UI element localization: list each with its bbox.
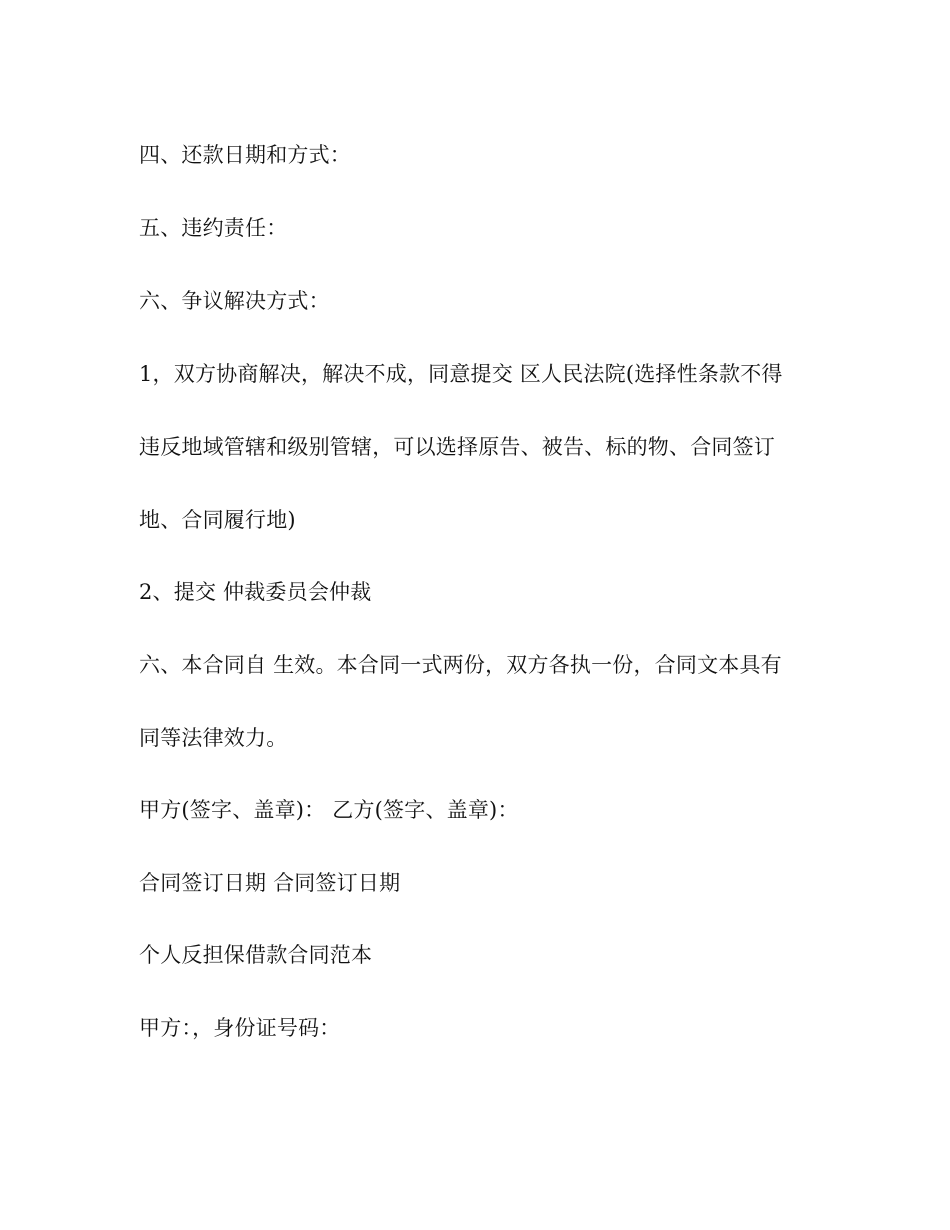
signature-line: 甲方(签字、盖章)： 乙方(签字、盖章)： [139,798,519,822]
paragraph-line: 六、本合同自 生效。本合同一式两份，双方各执一份，合同文本具有 [139,653,782,677]
paragraph-line: 违反地域管辖和级别管辖，可以选择原告、被告、标的物、合同签订 [139,435,775,459]
section-dispute-heading: 六、争议解决方式： [139,289,330,313]
paragraph-line: 2、提交 仲裁委员会仲裁 [139,580,372,604]
paragraph-line: 1，双方协商解决，解决不成，同意提交 区人民法院(选择性条款不得 [139,362,783,386]
section-breach-heading: 五、违约责任： [139,216,288,240]
party-a-line: 甲方：，身份证号码： [139,1016,341,1040]
paragraph-line: 同等法律效力。 [139,726,288,750]
document-title: 个人反担保借款合同范本 [139,943,373,967]
signing-date-line: 合同签订日期 合同签订日期 [139,871,401,895]
paragraph-line: 地、合同履行地) [139,508,296,532]
section-repayment-heading: 四、还款日期和方式： [139,143,351,167]
